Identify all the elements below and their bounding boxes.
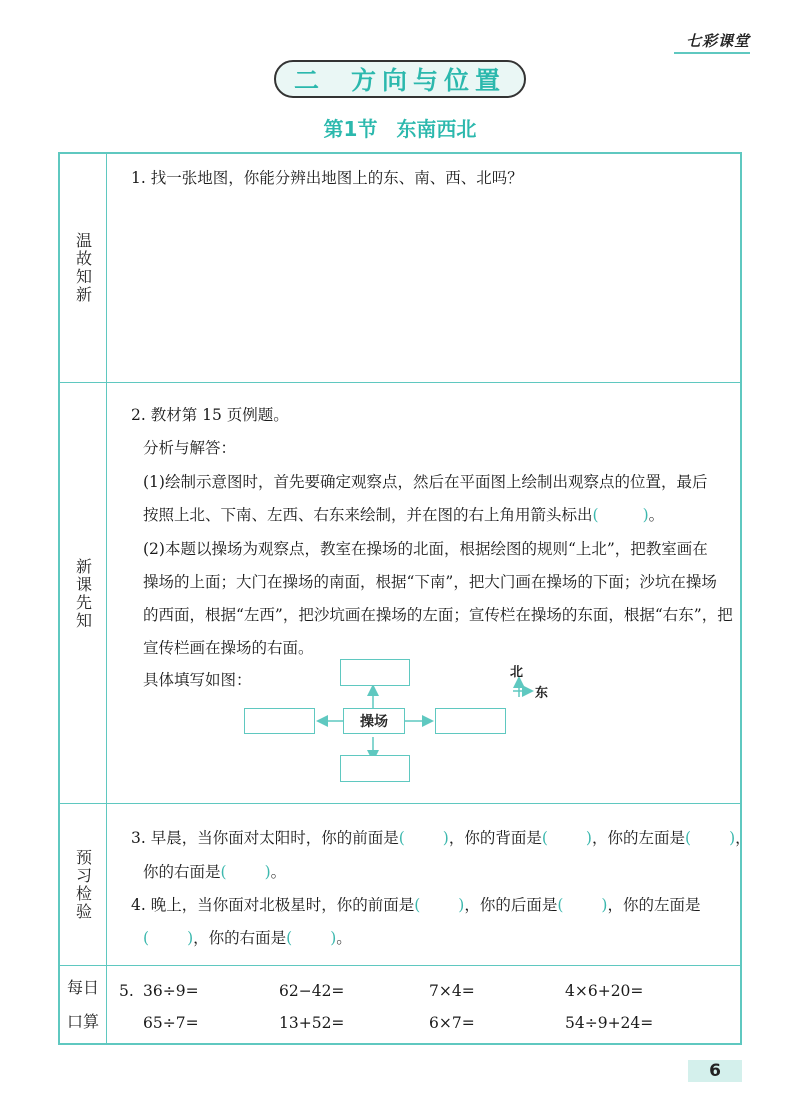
math-problem: 62−42= xyxy=(279,982,345,1000)
math-problem: 4×6+20= xyxy=(565,982,644,1000)
answer-blank[interactable] xyxy=(542,829,592,847)
paragraph-1-line-2-text: 按照上北、下南、左西、右东来绘制，并在图的右上角用箭头标出 xyxy=(143,506,593,524)
q3-text-a: 3. 早晨，当你面对太阳时，你的前面是 xyxy=(131,829,399,847)
label-line-2: 口算 xyxy=(66,1012,99,1031)
paragraph-2-line-2: 操场的上面；大门在操场的南面，根据“下南”，把大门画在操场的下面；沙坑在操场 xyxy=(143,573,717,591)
chapter-title xyxy=(274,60,526,98)
math-problem: 65÷7= xyxy=(143,1014,199,1032)
math-problem: 6×7= xyxy=(429,1014,475,1032)
paragraph-2-line-1: (2)本题以操场为观察点，教室在操场的北面，根据绘图的规则“上北”，把教室画在 xyxy=(143,540,708,558)
answer-blank[interactable] xyxy=(399,829,449,847)
math-problem: 54÷9+24= xyxy=(565,1014,654,1032)
question-2: 2. 教材第 15 页例题。 xyxy=(131,406,289,424)
q4-text-d: ，你的右面是 xyxy=(193,929,287,947)
paren-open: ( xyxy=(414,896,421,914)
question-3-line-2 xyxy=(143,860,728,882)
q4-text-c: ，你的左面是 xyxy=(607,896,701,914)
paren-open: ( xyxy=(557,896,564,914)
chapter-number: 二 xyxy=(293,66,325,95)
compass-east-label: 东 xyxy=(535,686,549,701)
question-4-line-1 xyxy=(131,893,728,915)
row-label-check: 预习检验 xyxy=(60,804,107,966)
q3-text-f: 。 xyxy=(270,863,287,881)
answer-blank[interactable] xyxy=(414,896,464,914)
paren-close: ) xyxy=(601,896,608,914)
paren-close: ) xyxy=(458,896,465,914)
row-review xyxy=(60,154,740,382)
paren-close: ) xyxy=(330,929,337,947)
row-content-check xyxy=(107,804,751,966)
math-problem: 36÷9= xyxy=(143,982,199,1000)
question-4-line-2 xyxy=(143,926,728,948)
worksheet-table xyxy=(58,152,751,1045)
row-content-mental-math xyxy=(107,966,740,1044)
chapter-name: 方向与位置 xyxy=(351,66,507,95)
row-content-review xyxy=(107,154,740,382)
q4-text-b: ，你的后面是 xyxy=(464,896,558,914)
paren-close: ) xyxy=(442,829,449,847)
q3-text-d: ， xyxy=(735,829,751,847)
paragraph-1-line-1: (1)绘制示意图时，首先要确定观察点，然后在平面图上绘制出观察点的位置，最后 xyxy=(143,473,708,491)
analysis-heading: 分析与解答： xyxy=(143,439,237,457)
box-south[interactable] xyxy=(340,755,410,782)
section-title xyxy=(0,113,800,142)
paren-open: ( xyxy=(220,863,227,881)
paren-open: ( xyxy=(541,829,548,847)
answer-blank[interactable] xyxy=(221,863,271,881)
paren-open: ( xyxy=(286,929,293,947)
diagram-arrows xyxy=(107,383,743,804)
paren-close: ) xyxy=(729,829,736,847)
box-north[interactable] xyxy=(340,659,410,686)
question-3-line-1 xyxy=(131,826,751,848)
row-preview xyxy=(60,382,740,804)
paren-close: ) xyxy=(642,506,649,524)
answer-blank[interactable] xyxy=(143,929,193,947)
label-line-1: 每日 xyxy=(66,978,99,997)
compass-north-label: 北 xyxy=(510,665,524,680)
paragraph-1-line-2-end: 。 xyxy=(648,506,665,524)
row-check xyxy=(60,803,751,966)
row-label-mental-math xyxy=(60,966,107,1044)
box-west[interactable] xyxy=(244,708,315,734)
box-east[interactable] xyxy=(435,708,506,734)
q3-text-c: ，你的左面是 xyxy=(591,829,685,847)
section-name: 东南西北 xyxy=(396,117,477,141)
fill-prompt: 具体填写如图： xyxy=(143,671,252,689)
paragraph-2-line-4: 宣传栏画在操场的右面。 xyxy=(143,639,314,657)
row-mental-math xyxy=(60,965,740,1044)
paren-open: ( xyxy=(685,829,692,847)
answer-blank[interactable] xyxy=(286,929,336,947)
brand-logo: 七彩课堂 xyxy=(685,32,750,50)
q4-text-a: 4. 晚上，当你面对北极星时，你的前面是 xyxy=(131,896,415,914)
paren-open: ( xyxy=(143,929,150,947)
brand-underline xyxy=(674,52,750,54)
paren-close: ) xyxy=(585,829,592,847)
answer-blank[interactable] xyxy=(557,896,607,914)
direction-diagram xyxy=(107,383,740,804)
question-5-number: 5. xyxy=(119,982,134,1000)
row-content-preview xyxy=(107,383,740,804)
row-label-review: 温故知新 xyxy=(60,154,107,382)
math-problem: 7×4= xyxy=(429,982,475,1000)
paren-close: ) xyxy=(264,863,271,881)
paren-close: ) xyxy=(187,929,194,947)
q3-text-e: 你的右面是 xyxy=(143,863,221,881)
row-label-preview: 新课先知 xyxy=(60,383,107,804)
math-problem: 13+52= xyxy=(279,1014,345,1032)
page-number: 6 xyxy=(688,1060,742,1082)
question-1: 1. 找一张地图，你能分辨出地图上的东、南、西、北吗？ xyxy=(131,169,523,187)
paren-open: ( xyxy=(398,829,405,847)
paragraph-2-line-3: 的西面，根据“左西”，把沙坑画在操场的左面；宣传栏在操场的东面，根据“右东”，把 xyxy=(143,606,733,624)
q4-text-e: 。 xyxy=(336,929,352,947)
q3-text-b: ，你的背面是 xyxy=(448,829,542,847)
section-number: 第1节 xyxy=(323,117,378,141)
box-center-playground: 操场 xyxy=(343,708,405,734)
answer-blank[interactable] xyxy=(685,829,735,847)
paren-open: ( xyxy=(592,506,599,524)
